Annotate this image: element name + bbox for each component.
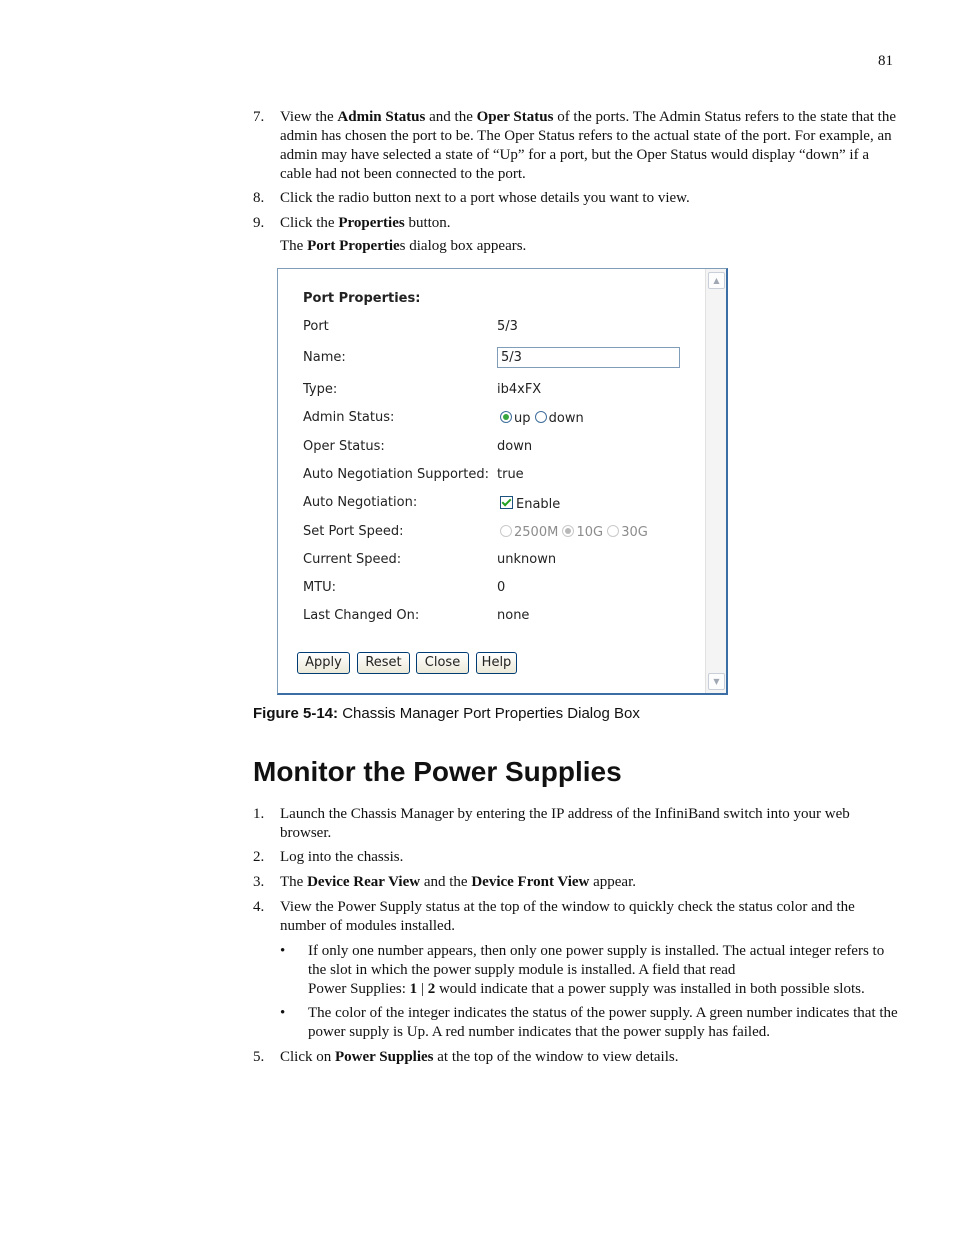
bullet-2 bbox=[280, 1004, 900, 1042]
text-run: of the ports. The Admin Status refers to the state that the admin has chosen the port to be. The Oper Status refers to the actual state of the port. For example, an admin may have selected a state of “Up” for a port, but the Oper Status would display “down” if a cable had not been connected to the port. bbox=[280, 109, 897, 182]
auto-neg-supported-label: Auto Negotiation Supported: bbox=[303, 467, 489, 482]
step-text bbox=[280, 805, 903, 843]
text-run: Launch the Chassis Manager by entering the IP address of the InfiniBand switch into your web browser. bbox=[280, 806, 850, 841]
step-text bbox=[280, 873, 903, 892]
radio-2500m-label: 2500M bbox=[514, 525, 559, 540]
bold-text: Port Propertie bbox=[307, 238, 400, 254]
text-run: and the bbox=[420, 874, 472, 890]
radio-30g[interactable] bbox=[607, 525, 619, 537]
step-number: 7. bbox=[253, 109, 265, 125]
radio-30g-label: 30G bbox=[621, 525, 648, 540]
step-7 bbox=[253, 108, 903, 184]
step-5 bbox=[253, 1048, 903, 1067]
radio-down[interactable] bbox=[535, 411, 547, 423]
step-text bbox=[280, 848, 903, 867]
oper-status-value: down bbox=[497, 439, 533, 454]
enable-label: Enable bbox=[516, 497, 561, 512]
section-heading: Monitor the Power Supplies bbox=[253, 756, 622, 787]
step-number: 4. bbox=[253, 899, 265, 915]
step-9-note bbox=[253, 237, 903, 256]
scroll-up-icon[interactable]: ▲ bbox=[708, 272, 725, 289]
figure-label: Figure 5-14: bbox=[253, 705, 339, 722]
mtu-label: MTU: bbox=[303, 580, 337, 595]
step-number: 9. bbox=[253, 215, 265, 231]
figure-caption bbox=[253, 705, 640, 722]
type-value: ib4xFX bbox=[497, 382, 542, 397]
port-speed-radios bbox=[500, 525, 648, 540]
text-run: Click the bbox=[280, 215, 339, 231]
port-properties-dialog bbox=[277, 268, 728, 695]
step-text bbox=[280, 898, 903, 936]
text-run: View the Power Supply status at the top of the window to quickly check the status color and the number of modules installed. bbox=[280, 899, 855, 934]
step-text bbox=[280, 108, 903, 184]
text-run: would indicate that a power supply was installed in both possible slots. bbox=[435, 981, 865, 997]
radio-down-label: down bbox=[548, 411, 584, 426]
admin-status-radios bbox=[500, 411, 584, 426]
bullet-text bbox=[308, 942, 900, 999]
current-speed-value: unknown bbox=[497, 552, 557, 567]
last-changed-label: Last Changed On: bbox=[303, 608, 420, 623]
text-run: Click on bbox=[280, 1049, 335, 1065]
set-port-speed-label: Set Port Speed: bbox=[303, 524, 404, 539]
help-button[interactable]: Help bbox=[476, 652, 517, 674]
step-1 bbox=[253, 805, 903, 843]
bullet-1 bbox=[280, 942, 900, 999]
text-run: button. bbox=[404, 215, 451, 231]
bold-text: Oper Status bbox=[476, 109, 554, 125]
text-run: The bbox=[280, 874, 308, 890]
step-number: 3. bbox=[253, 874, 265, 890]
port-label: Port bbox=[303, 319, 329, 334]
auto-neg-label: Auto Negotiation: bbox=[303, 495, 418, 510]
mtu-value: 0 bbox=[497, 580, 506, 595]
step-number: 2. bbox=[253, 849, 265, 865]
step-number: 8. bbox=[253, 190, 265, 206]
bold-text: Device Rear View bbox=[307, 874, 421, 890]
text-run: If only one number appears, then only one power supply is installed. The actual integer refers to the slot in which the power supply module is installed. A field that read bbox=[308, 943, 885, 978]
admin-status-label: Admin Status: bbox=[303, 410, 395, 425]
bold-text: 2 bbox=[427, 981, 436, 997]
type-label: Type: bbox=[303, 382, 338, 397]
name-input[interactable] bbox=[497, 347, 680, 368]
text-run: View the bbox=[280, 109, 338, 125]
text-run: | bbox=[417, 981, 428, 997]
close-button[interactable]: Close bbox=[416, 652, 469, 674]
apply-button[interactable]: Apply bbox=[297, 652, 350, 674]
bold-text: Device Front View bbox=[471, 874, 590, 890]
auto-neg-checkbox-group[interactable] bbox=[500, 496, 560, 512]
step-3 bbox=[253, 873, 903, 892]
step-number: 5. bbox=[253, 1049, 265, 1065]
scroll-down-icon[interactable]: ▼ bbox=[708, 673, 725, 690]
last-changed-value: none bbox=[497, 608, 530, 623]
radio-2500m[interactable] bbox=[500, 525, 512, 537]
bold-text: Power Supplies bbox=[335, 1049, 434, 1065]
bullet-text bbox=[308, 1004, 900, 1042]
dialog-title: Port Properties: bbox=[303, 291, 421, 306]
text-run: at the top of the window to view details. bbox=[433, 1049, 679, 1065]
bold-text: 1 bbox=[409, 981, 418, 997]
vertical-scrollbar[interactable] bbox=[705, 269, 726, 693]
bold-text: Admin Status bbox=[337, 109, 426, 125]
step-text bbox=[280, 214, 903, 233]
step-number: 1. bbox=[253, 806, 265, 822]
text-run: The color of the integer indicates the status of the power supply. A green number indicates that the power supply is Up. A red number indicates that the power supply has failed. bbox=[308, 1005, 898, 1040]
current-speed-label: Current Speed: bbox=[303, 552, 402, 567]
step-8 bbox=[253, 189, 903, 208]
admin-down-option[interactable] bbox=[535, 411, 584, 426]
name-label: Name: bbox=[303, 350, 346, 365]
figure-caption-text: Chassis Manager Port Properties Dialog Box bbox=[338, 705, 640, 722]
enable-checkbox[interactable] bbox=[500, 496, 513, 509]
radio-10g-label: 10G bbox=[576, 525, 604, 540]
radio-10g[interactable] bbox=[562, 525, 574, 537]
bullet-symbol: • bbox=[280, 943, 286, 959]
step-9 bbox=[253, 214, 903, 233]
radio-up-label: up bbox=[514, 411, 531, 426]
reset-button[interactable]: Reset bbox=[357, 652, 410, 674]
text-run: Click the radio button next to a port whose details you want to view. bbox=[280, 190, 690, 206]
text-run: The bbox=[280, 238, 308, 254]
text-run: and the bbox=[425, 109, 477, 125]
bold-text: Properties bbox=[338, 215, 405, 231]
admin-up-option[interactable] bbox=[500, 411, 531, 426]
port-value: 5/3 bbox=[497, 319, 518, 334]
page-number: 81 bbox=[878, 53, 893, 69]
auto-neg-supported-value: true bbox=[497, 467, 524, 482]
oper-status-label: Oper Status: bbox=[303, 439, 385, 454]
text-run: Log into the chassis. bbox=[280, 849, 404, 865]
bullet-symbol: • bbox=[280, 1005, 286, 1021]
text-run: Power Supplies: bbox=[308, 981, 410, 997]
radio-up[interactable] bbox=[500, 411, 512, 423]
note-text bbox=[280, 237, 903, 256]
step-text bbox=[280, 189, 903, 208]
step-text bbox=[280, 1048, 903, 1067]
step-2 bbox=[253, 848, 903, 867]
text-run: s dialog box appears. bbox=[399, 238, 527, 254]
step-4 bbox=[253, 898, 903, 936]
text-run: appear. bbox=[589, 874, 636, 890]
